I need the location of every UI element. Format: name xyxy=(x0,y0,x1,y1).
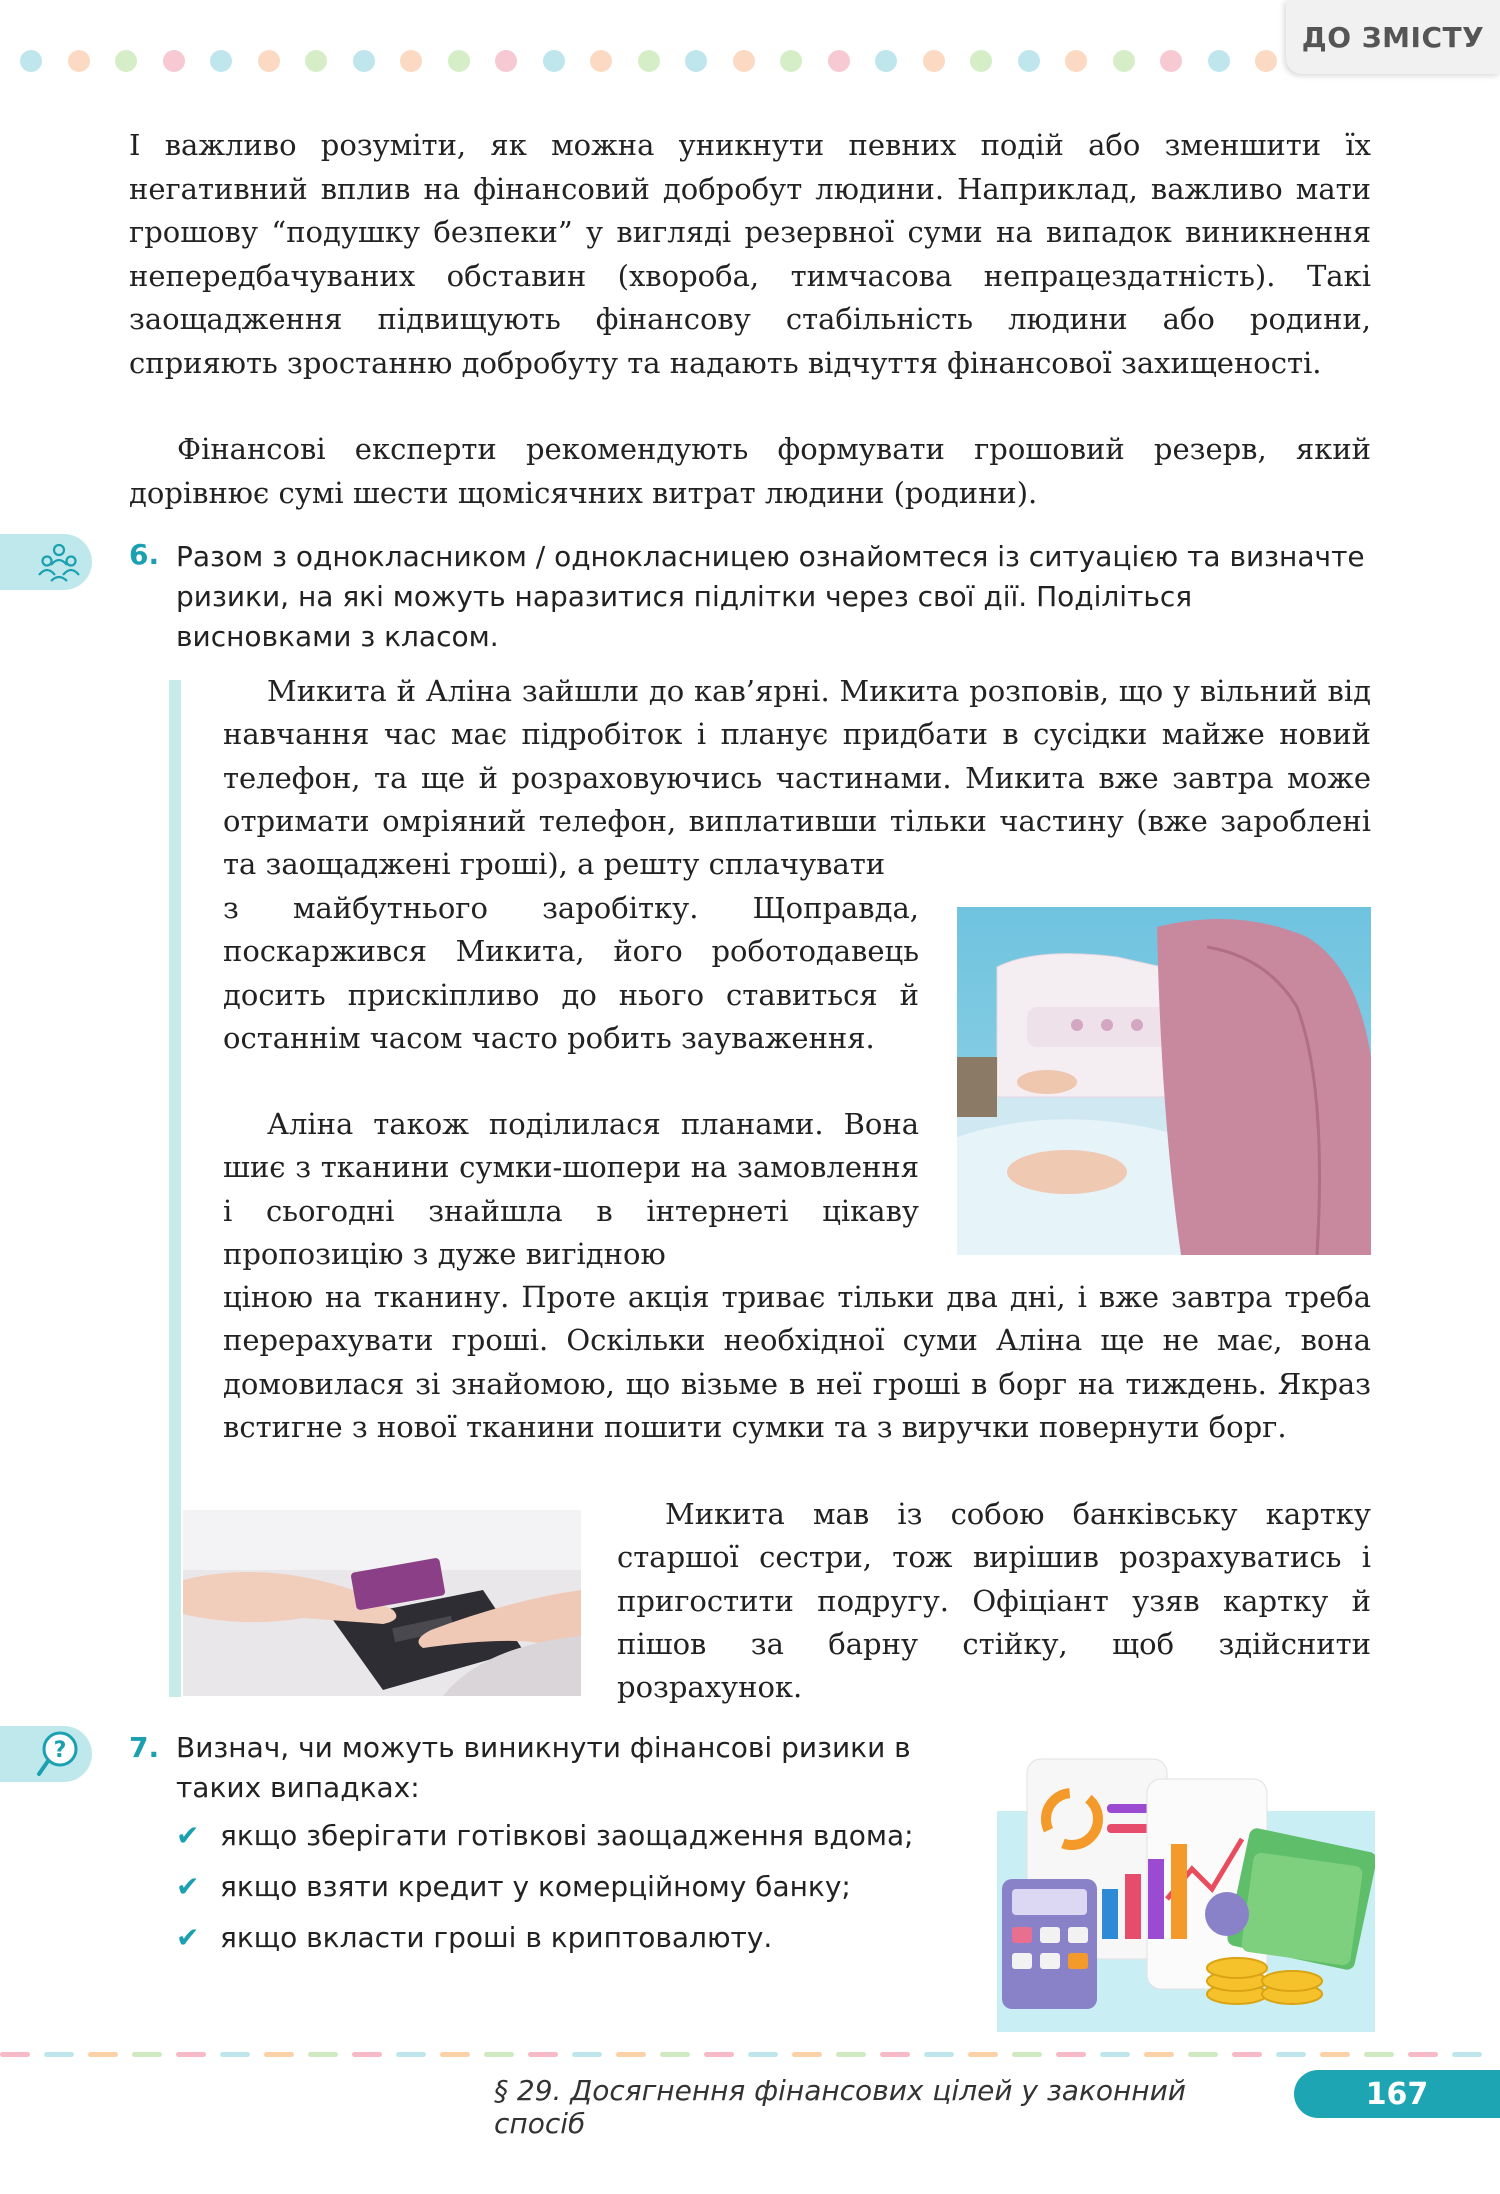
decorative-dot xyxy=(638,50,660,72)
story-paragraph-2: ціною на тканину. Проте акція триває тільки два дні, і вже завтра треба перерахувати гроші. Оскільки необхідної суми Аліна ще не має, вона домовилася зі знайомою, що візьме в неї гроші в борг на тиждень. Якраз встигне з нової тканини пошити сумки та з виручки повернути борг. xyxy=(223,1280,1371,1444)
decorative-dot xyxy=(828,50,850,72)
task-7-number: 7. xyxy=(129,1731,160,1764)
decorative-dash xyxy=(1012,2052,1042,2057)
decorative-dash xyxy=(1100,2052,1130,2057)
decorative-dash xyxy=(924,2052,954,2057)
decorative-dash xyxy=(616,2052,646,2057)
task-7-text: Визнач, чи можуть виникнути фінансові ризики в таких випадках: xyxy=(176,1731,911,1804)
decorative-dash xyxy=(572,2052,602,2057)
decorative-dot xyxy=(1160,50,1182,72)
decorative-dash xyxy=(704,2052,734,2057)
decorative-dot xyxy=(163,50,185,72)
decorative-dash xyxy=(0,2052,30,2057)
story-quote-bar xyxy=(169,680,181,1697)
question-magnifier-icon xyxy=(36,1729,82,1779)
decorative-dash xyxy=(308,2052,338,2057)
finance-illustration xyxy=(997,1749,1375,2032)
decorative-dot xyxy=(305,50,327,72)
decorative-dash xyxy=(792,2052,822,2057)
decorative-dash xyxy=(968,2052,998,2057)
svg-text:?: ? xyxy=(53,1738,67,1763)
decorative-dash xyxy=(176,2052,206,2057)
decorative-dash xyxy=(1056,2052,1086,2057)
decorative-dot xyxy=(590,50,612,72)
decorative-dash xyxy=(1188,2052,1218,2057)
group-icon xyxy=(36,539,82,585)
decorative-dash xyxy=(1276,2052,1306,2057)
decorative-dot xyxy=(1113,50,1135,72)
check-icon: ✔ xyxy=(176,1819,200,1852)
decorative-dash xyxy=(1232,2052,1262,2057)
decorative-dot xyxy=(495,50,517,72)
decorative-dot xyxy=(20,50,42,72)
decorative-dot xyxy=(543,50,565,72)
decorative-dot xyxy=(685,50,707,72)
decorative-dot xyxy=(1208,50,1230,72)
list-item-text: якщо вкласти гроші в криптовалюту. xyxy=(220,1921,773,1954)
list-item-text: якщо зберігати готівкові заощадження вдома; xyxy=(220,1819,914,1852)
decorative-dot xyxy=(733,50,755,72)
decorative-dash xyxy=(1408,2052,1438,2057)
decorative-dash xyxy=(352,2052,382,2057)
decorative-dash xyxy=(220,2052,250,2057)
decorative-dot xyxy=(1018,50,1040,72)
intro-paragraph-2: Фінансові експерти рекомендують формувати грошовий резерв, який дорівнює сумі шести щомісячних витрат людини (родини). xyxy=(129,432,1371,510)
decorative-dash xyxy=(132,2052,162,2057)
decorative-dot xyxy=(875,50,897,72)
list-item xyxy=(176,1810,966,1861)
story-paragraph-1: Микита й Аліна зайшли до кав’ярні. Микита розповів, що у вільний від навчання час має підробіток і планує придбати в сусідки майже новий телефон, та ще й розраховуючись частинами. Микита вже завтра може отримати омріяний телефон, виплативши тільки частину (вже зароблені та заощаджені гроші), а решту сплачувати xyxy=(223,674,1371,882)
decorative-dot xyxy=(210,50,232,72)
decorative-dot xyxy=(448,50,470,72)
story-paragraph-1-wrap: з майбутнього заробітку. Щоправда, поскаржився Микита, його роботодавець досить прискіпливо до нього ставиться й останнім часом часто робить зауваження. xyxy=(223,891,919,1055)
decorative-dot xyxy=(970,50,992,72)
task-6-number: 6. xyxy=(129,538,160,571)
question-tab xyxy=(0,1726,92,1782)
decorative-dash xyxy=(44,2052,74,2057)
decorative-dash xyxy=(264,2052,294,2057)
pair-work-tab xyxy=(0,534,92,590)
decorative-dash xyxy=(660,2052,690,2057)
check-icon: ✔ xyxy=(176,1921,200,1954)
decorative-dash xyxy=(1144,2052,1174,2057)
list-item xyxy=(176,1861,966,1912)
page-number: 167 xyxy=(1294,2070,1500,2118)
decorative-dash xyxy=(440,2052,470,2057)
sewing-photo xyxy=(957,907,1371,1255)
story-paragraph-2-wrap: Аліна також поділилася планами. Вона шиє з тканини сумки-шопери на замовлення і сьогодні знайшла в інтернеті цікаву пропозицію з дуже вигідною xyxy=(223,1107,919,1271)
decorative-dash xyxy=(836,2052,866,2057)
decorative-dot xyxy=(258,50,280,72)
decorative-dot xyxy=(115,50,137,72)
decorative-dash xyxy=(484,2052,514,2057)
toc-button[interactable]: ДО ЗМІСТУ xyxy=(1286,0,1500,74)
story-paragraph-3: Микита мав із собою банківську картку старшої сестри, тож вирішив розрахуватись і пригостити подругу. Офіціант узяв картку й пішов за барну стійку, щоб здійснити розрахунок. xyxy=(617,1497,1371,1705)
decorative-dot xyxy=(780,50,802,72)
decorative-dash xyxy=(880,2052,910,2057)
list-item xyxy=(176,1912,966,1963)
decorative-dash xyxy=(88,2052,118,2057)
decorative-dash xyxy=(396,2052,426,2057)
footer-dashes xyxy=(0,2052,1500,2058)
decorative-dot xyxy=(400,50,422,72)
task-6-text: Разом з однокласником / однокласницею ознайомтеся із ситуацією та визначте ризики, на які можуть наразитися підлітки через свої дії. Поділіться висновками з класом. xyxy=(176,540,1365,653)
decorative-dash xyxy=(528,2052,558,2057)
decorative-dot xyxy=(353,50,375,72)
risk-checklist xyxy=(176,1810,966,1963)
decorative-dot xyxy=(1065,50,1087,72)
decorative-dash xyxy=(1452,2052,1482,2057)
decorative-dash xyxy=(1364,2052,1394,2057)
decorative-dash xyxy=(748,2052,778,2057)
decorative-dot xyxy=(68,50,90,72)
decorative-dot xyxy=(923,50,945,72)
intro-paragraph-1: І важливо розуміти, як можна уникнути певних подій або зменшити їх негативний вплив на фінансовий добробут людини. Наприклад, важливо мати грошову “подушку безпеки” у вигляді резервної суми на випадок виникнення непередбачуваних обставин (хвороба, тимчасова непрацездатність). Такі заощадження підвищують фінансову стабільність людини або родини, сприяють зростанню добробуту та надають відчуття фінансової захищеності. xyxy=(129,128,1371,380)
card-payment-photo xyxy=(183,1510,581,1696)
decorative-dash xyxy=(1320,2052,1350,2057)
decorative-dot xyxy=(1255,50,1277,72)
footer-section-title: § 29. Досягнення фінансових цілей у законний спосіб xyxy=(494,2074,1186,2140)
decorative-dots xyxy=(20,50,1280,72)
list-item-text: якщо взяти кредит у комерційному банку; xyxy=(220,1870,851,1903)
check-icon: ✔ xyxy=(176,1870,200,1903)
